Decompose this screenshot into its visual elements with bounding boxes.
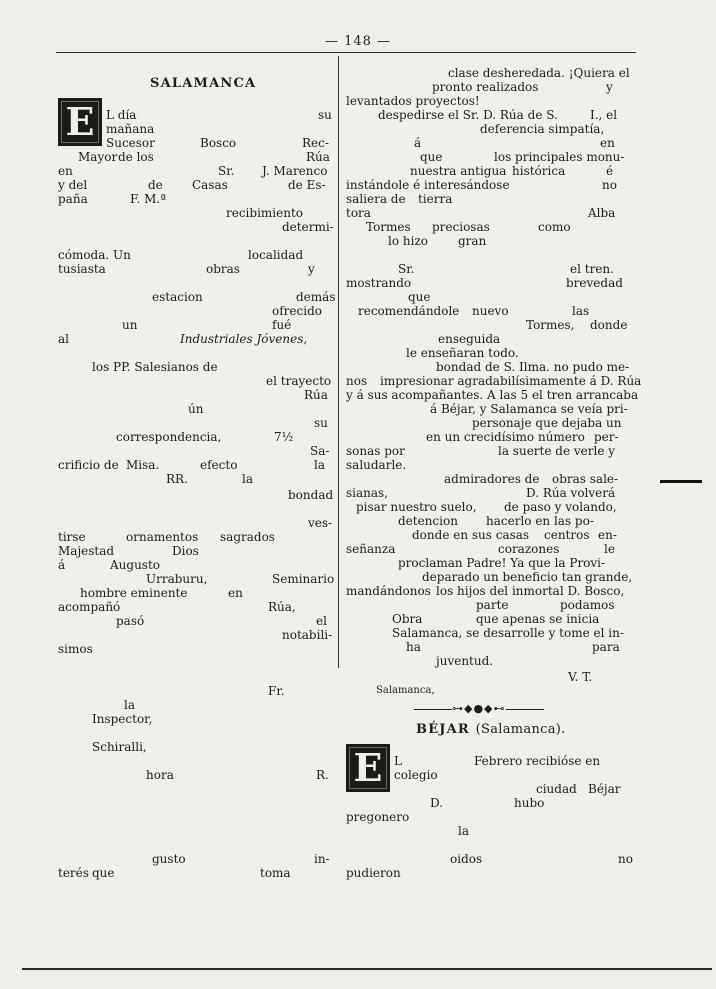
text-line: la <box>242 472 253 486</box>
dateline: Salamanca, <box>376 685 435 696</box>
text-line: sianas, <box>346 486 389 500</box>
text-line: crificio de <box>58 458 119 472</box>
text-line: pronto realizados <box>432 80 539 94</box>
text-line: centros <box>544 528 590 542</box>
text-line: parte <box>476 598 509 612</box>
text-line: D. Rúa volverá <box>526 486 616 500</box>
header-rule <box>56 52 636 53</box>
text-line: Béjar <box>588 782 621 796</box>
text-line: acompañó <box>58 600 121 614</box>
text-line: Sa- <box>310 444 330 458</box>
text-line: brevedad <box>566 276 623 290</box>
title-bejar-main: BÉJAR <box>416 722 470 737</box>
text-line: donde en sus casas <box>412 528 530 542</box>
text-line: detencion <box>398 514 458 528</box>
text-line: ofrecido <box>272 304 322 318</box>
text-line: en un crecidísimo número <box>426 430 585 444</box>
section-title-bejar <box>416 722 566 737</box>
text-line: nuevo <box>472 304 509 318</box>
text-line: de los <box>118 150 154 164</box>
text-line: obras sale- <box>552 472 619 486</box>
text-line: L día <box>106 108 137 122</box>
text-line: mostrando <box>346 276 412 290</box>
text-line: el trayecto <box>266 374 332 388</box>
text-line: le <box>604 542 615 556</box>
text-line: y á sus acompañantes. A las 5 el tren arrancaba <box>346 388 639 402</box>
text-line: demás <box>296 290 336 304</box>
text-line: hombre eminente <box>80 586 188 600</box>
text-line: que <box>408 290 431 304</box>
text-line: Seminario <box>272 572 335 586</box>
text-line: y <box>308 262 315 276</box>
text-line: pregonero <box>346 810 410 824</box>
text-line: en <box>228 586 243 600</box>
text-line: de paso y volando, <box>504 500 617 514</box>
text-line: su <box>318 108 332 122</box>
text-line: simos <box>58 642 93 656</box>
text-line: la <box>458 824 469 838</box>
text-line: en- <box>598 528 617 542</box>
text-line: donde <box>590 318 628 332</box>
text-line: proclaman Padre! Ya que la Provi- <box>398 556 606 570</box>
text-line: preciosas <box>432 220 490 234</box>
text-line: hubo <box>514 796 545 810</box>
text-line: Rúa <box>304 388 328 402</box>
text-line: instándole é interesándose <box>346 178 510 192</box>
text-line: la suerte de verle y <box>498 444 616 458</box>
text-line: que <box>92 866 115 880</box>
text-line: y del <box>58 178 88 192</box>
section-title-salamanca: SALAMANCA <box>150 76 257 91</box>
text-line: L <box>394 754 402 768</box>
text-line: R. <box>316 768 329 782</box>
text-line: hora <box>146 768 174 782</box>
text-line: ha <box>406 640 421 654</box>
text-line: gran <box>458 234 487 248</box>
text-line: que <box>420 150 443 164</box>
text-line: á <box>414 136 422 150</box>
text-line: ornamentos <box>126 530 199 544</box>
text-line: que apenas se inicia <box>476 612 600 626</box>
text-line: gusto <box>152 852 186 866</box>
text-line: para <box>592 640 620 654</box>
text-line: toma <box>260 866 291 880</box>
text-line: tirse <box>58 530 86 544</box>
text-line: la <box>124 698 135 712</box>
text-line: le enseñaran todo. <box>406 346 519 360</box>
text-line: Salamanca, se desarrolle y tome el in- <box>392 626 624 640</box>
text-line: al <box>58 332 69 346</box>
text-line: podamos <box>560 598 615 612</box>
text-line: los hijos del inmortal D. Bosco, <box>436 584 625 598</box>
text-line: deparado un beneficio tan grande, <box>422 570 633 584</box>
text-line: á Béjar, y Salamanca se veía pri- <box>430 402 628 416</box>
text-line: paña <box>58 192 88 206</box>
text-line: Majestad <box>58 544 115 558</box>
text-line: cómoda. Un <box>58 248 131 262</box>
text-line: el tren. <box>570 262 614 276</box>
text-line: Rúa, <box>268 600 296 614</box>
text-line: clase desheredada. ¡Quiera el <box>448 66 630 80</box>
text-line: F. M.ª <box>130 192 166 206</box>
text-line: impresionar agradabilísimamente á D. Rúa <box>380 374 642 388</box>
text-line: no <box>618 852 633 866</box>
text-line: determi- <box>282 220 334 234</box>
text-line: D. <box>430 796 444 810</box>
text-line: mañana <box>106 122 155 136</box>
ornament-glyphs: ⊶◆●◆⊷ <box>452 702 506 715</box>
text-line: saliera de <box>346 192 406 206</box>
text-line: hacerlo en las po- <box>486 514 594 528</box>
text-line: Febrero recibióse en <box>474 754 601 768</box>
text-line: tora <box>346 206 371 220</box>
text-line: corazones <box>498 542 560 556</box>
page-number: — 148 — <box>324 34 392 49</box>
text-line: Sucesor <box>106 136 155 150</box>
text-line: Tormes, <box>526 318 575 332</box>
text-line: saludarle. <box>346 458 407 472</box>
text-line: correspondencia, <box>116 430 222 444</box>
text-line: é <box>606 164 614 178</box>
text-line: señanza <box>346 542 396 556</box>
drop-cap-bejar: E <box>346 744 390 792</box>
text-line: V. T. <box>568 670 593 684</box>
text-line: 7½ <box>274 430 294 444</box>
section-ornament <box>414 702 544 715</box>
text-line: Urraburu, <box>146 572 208 586</box>
text-line: Sr. <box>398 262 415 276</box>
text-line: su <box>314 416 328 430</box>
text-line: pudieron <box>346 866 401 880</box>
text-line: á <box>58 558 66 572</box>
text-line: Rec- <box>302 136 329 150</box>
text-line: los principales monu- <box>494 150 625 164</box>
text-line: J. Marenco <box>262 164 328 178</box>
text-line: de Es- <box>288 178 326 192</box>
text-line: terés <box>58 866 89 880</box>
text-line: recomendándole <box>358 304 460 318</box>
text-line: estacion <box>152 290 203 304</box>
text-line: bondad de S. Ilma. no pudo me- <box>436 360 630 374</box>
text-line: in- <box>314 852 330 866</box>
text-line: de <box>148 178 163 192</box>
text-line: tierra <box>418 192 453 206</box>
text-line: juventud. <box>436 654 494 668</box>
text-line: nos <box>346 374 368 388</box>
text-line: en <box>600 136 615 150</box>
text-line: localidad <box>248 248 304 262</box>
text-line: Tormes <box>366 220 411 234</box>
footer-rule <box>22 968 712 970</box>
text-line: las <box>572 304 590 318</box>
text-line: bondad <box>288 488 334 502</box>
text-line: Fr. <box>268 684 285 698</box>
column-divider <box>338 56 339 668</box>
text-line: ciudad <box>536 782 577 796</box>
text-line: colegio <box>394 768 438 782</box>
text-line: Mayor <box>78 150 118 164</box>
text-line: personaje que dejaba un <box>472 416 622 430</box>
text-line: no <box>602 178 617 192</box>
text-line: I., el <box>590 108 618 122</box>
text-line: los PP. Salesianos de <box>92 360 218 374</box>
text-line: Schiralli, <box>92 740 147 754</box>
text-line: ves- <box>308 516 333 530</box>
text-line: pisar nuestro suelo, <box>356 500 477 514</box>
text-line: despedirse el Sr. D. Rúa de S. <box>378 108 558 122</box>
text-line: el <box>316 614 327 628</box>
text-line: Obra <box>392 612 423 626</box>
text-line: tusiasta <box>58 262 106 276</box>
text-line: per- <box>594 430 619 444</box>
text-line: en <box>58 164 73 178</box>
text-line: efecto <box>200 458 238 472</box>
text-line: deferencia simpatía, <box>480 122 605 136</box>
text-line: obras <box>206 262 240 276</box>
text-line: histórica <box>512 164 566 178</box>
text-line: Dios <box>172 544 199 558</box>
text-line: pasó <box>116 614 145 628</box>
text-line: un <box>122 318 138 332</box>
text-line: la <box>314 458 325 472</box>
text-line: nuestra antigua <box>410 164 507 178</box>
text-line: Alba <box>588 206 616 220</box>
text-line: admiradores de <box>444 472 540 486</box>
text-line: fué <box>272 318 292 332</box>
text-line: lo hizo <box>388 234 428 248</box>
text-line: Bosco <box>200 136 237 150</box>
text-line: Sr. <box>218 164 235 178</box>
text-line: Casas <box>192 178 228 192</box>
text-line: sonas por <box>346 444 405 458</box>
text-line: como <box>538 220 571 234</box>
drop-cap-salamanca: E <box>58 98 102 146</box>
text-line: ún <box>188 402 204 416</box>
text-line: Augusto <box>110 558 161 572</box>
text-line: sagrados <box>220 530 275 544</box>
text-line: RR. <box>166 472 188 486</box>
text-line: mandándonos <box>346 584 431 598</box>
text-line: recibimiento <box>226 206 304 220</box>
text-line: Inspector, <box>92 712 153 726</box>
text-line: enseguida <box>438 332 501 346</box>
text-line-italic: Industriales Jóvenes, <box>180 332 308 346</box>
text-line: notabili- <box>282 628 333 642</box>
text-line: Misa. <box>126 458 160 472</box>
text-line: y <box>606 80 613 94</box>
text-line: Rúa <box>306 150 330 164</box>
text-line: oidos <box>450 852 483 866</box>
margin-mark <box>660 480 702 483</box>
title-bejar-sub: (Salamanca). <box>475 722 566 737</box>
text-line: levantados proyectos! <box>346 94 480 108</box>
